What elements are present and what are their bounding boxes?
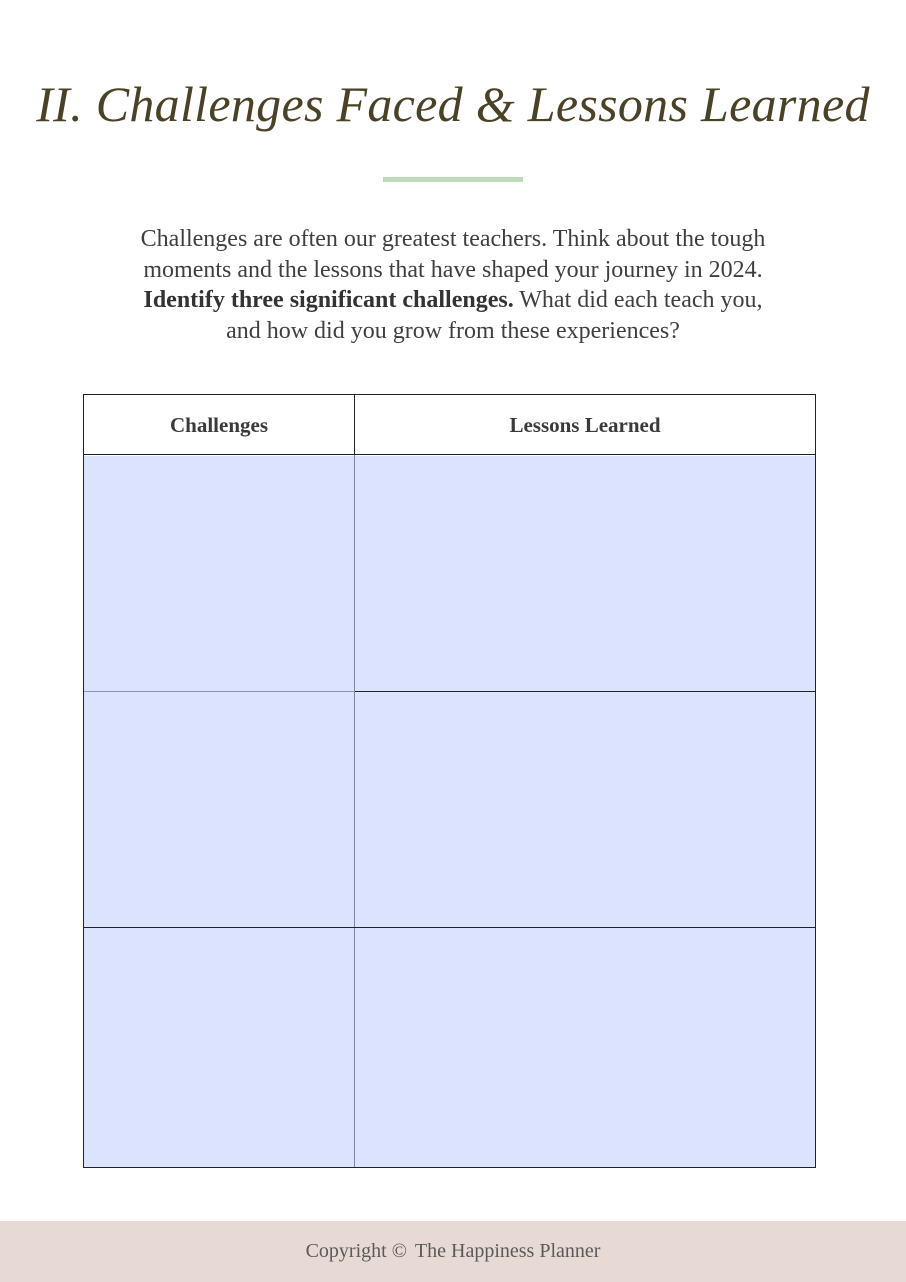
intro-line-2: moments and the lessons that have shaped your journey in 2024. — [143, 256, 763, 283]
page-title: II. Challenges Faced & Lessons Learned — [36, 76, 870, 132]
header-column-divider — [354, 395, 355, 455]
intro-paragraph — [110, 224, 796, 346]
intro-line-1: Challenges are often our greatest teachers. Think about the tough — [140, 226, 766, 252]
header-lessons-learned: Lessons Learned — [355, 395, 815, 455]
intro-line-3-rest: What did each teach you, — [513, 287, 763, 313]
column-divider — [354, 395, 355, 1167]
header-row-divider — [84, 454, 815, 455]
lesson-input-3[interactable] — [355, 928, 815, 1167]
row-divider-1-right — [355, 691, 815, 692]
intro-line-4: and how did you grow from these experiences? — [226, 317, 680, 344]
lesson-input-2[interactable] — [355, 692, 815, 928]
header-challenges: Challenges — [84, 395, 354, 455]
row-divider-2 — [84, 927, 815, 928]
row-divider-1-left — [84, 691, 354, 692]
copyright-label: Copyright — [305, 1240, 387, 1262]
challenge-input-1[interactable] — [84, 456, 354, 692]
footer-bar — [0, 1221, 906, 1282]
copyright-symbol: © — [391, 1240, 407, 1262]
challenge-input-2[interactable] — [84, 692, 354, 928]
reflection-table — [83, 394, 816, 1168]
intro-emphasis: Identify three significant challenges. — [143, 287, 514, 313]
title-divider — [383, 177, 523, 182]
challenge-input-3[interactable] — [84, 928, 354, 1167]
brand-name: The Happiness Planner — [414, 1240, 601, 1262]
lesson-input-1[interactable] — [355, 456, 815, 692]
